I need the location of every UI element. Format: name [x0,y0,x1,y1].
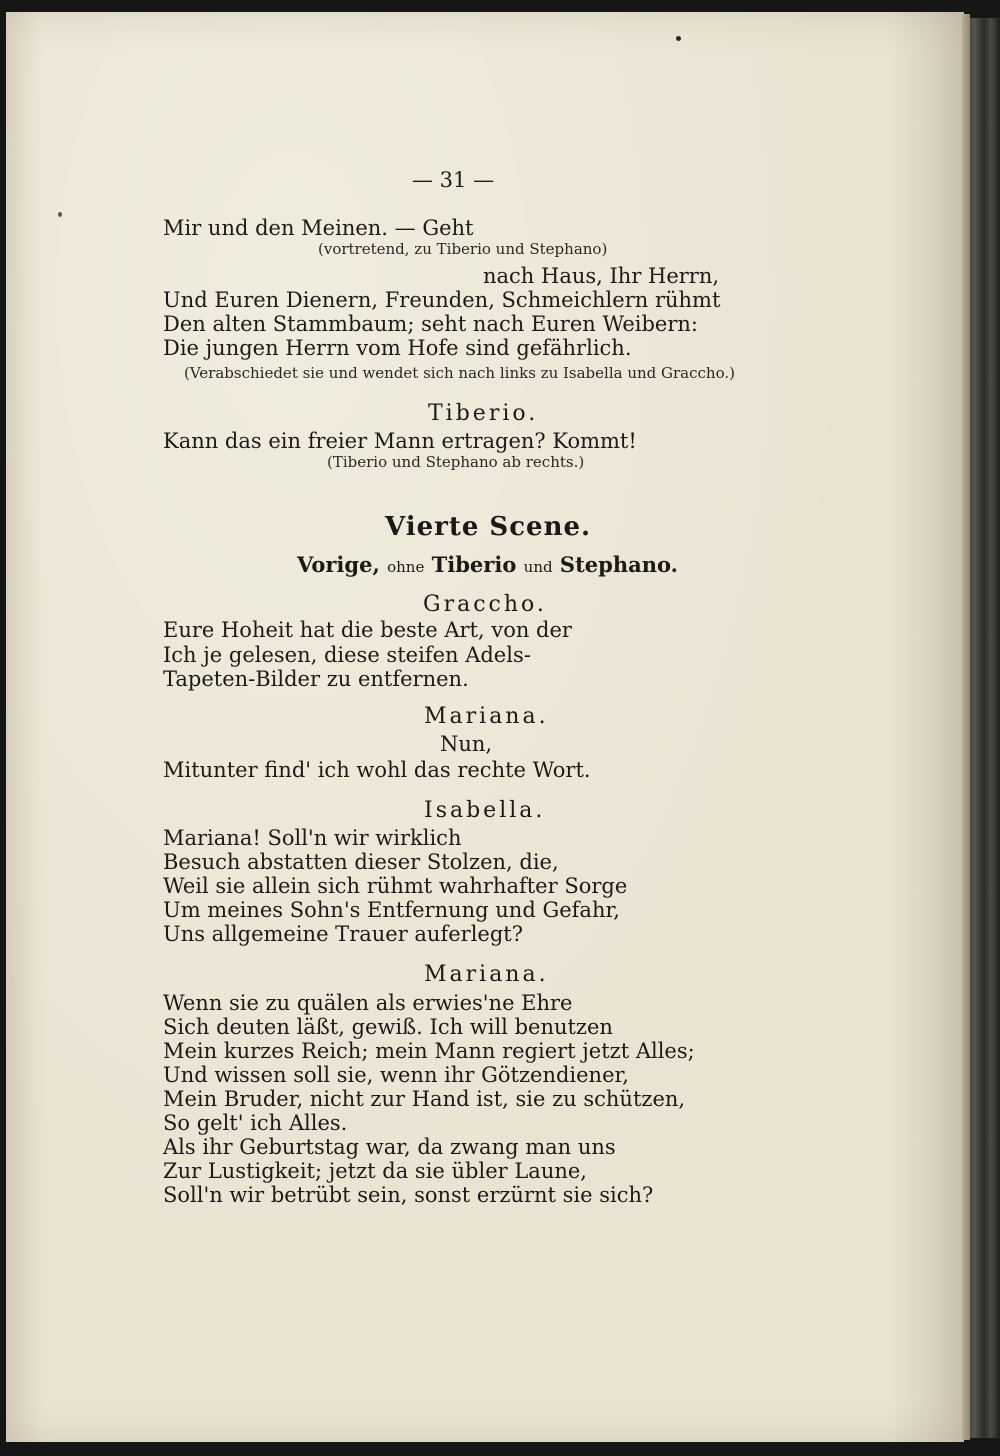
speaker-name: Mariana. [424,962,549,987]
verse-line: Und Euren Dienern, Freunden, Schmeichlern rühmt [163,288,721,312]
verse-line: Und wissen soll sie, wenn ihr Götzendiener, [163,1063,629,1087]
verse-line: Eure Hoheit hat die beste Art, von der [163,618,572,642]
scene-sub-part: Tiberio [431,552,517,577]
page-edge-strip [962,14,970,1440]
verse-line: Mariana! Soll'n wir wirklich [163,826,462,850]
verse-line: Mein Bruder, nicht zur Hand ist, sie zu schützen, [163,1087,686,1111]
stage-direction: (Tiberio und Stephano ab rechts.) [327,453,585,471]
scene-heading: Vierte Scene. [385,512,592,542]
stage-direction: (vortretend, zu Tiberio und Stephano) [318,240,608,258]
verse-line: Mir und den Meinen. — Geht [163,216,474,240]
verse-line: Besuch abstatten dieser Stolzen, die, [163,850,559,874]
verse-line: Die jungen Herrn vom Hofe sind gefährlich. [163,336,632,360]
verse-line: Soll'n wir betrübt sein, sonst erzürnt sie sich? [163,1183,654,1207]
verse-line: Ich je gelesen, diese steifen Adels- [163,643,531,667]
scene-sub-part: Stephano. [559,552,678,577]
verse-line: Mein kurzes Reich; mein Mann regiert jetzt Alles; [163,1039,695,1063]
verse-line: Weil sie allein sich rühmt wahrhafter Sorge [163,874,628,898]
verse-line: Zur Lustigkeit; jetzt da sie übler Laune, [163,1159,587,1183]
verse-line: Uns allgemeine Trauer auferlegt? [163,922,523,946]
verse-line: Sich deuten läßt, gewiß. Ich will benutzen [163,1015,613,1039]
scene-subheading [297,554,678,575]
verse-line: Um meines Sohn's Entfernung und Gefahr, [163,898,620,922]
verse-line: nach Haus, Ihr Herrn, [483,264,720,288]
verse-line: Als ihr Geburtstag war, da zwang man uns [163,1135,616,1159]
verse-line: So gelt' ich Alles. [163,1111,348,1135]
verse-line: Nun, [440,732,493,756]
page-number: — 31 — [412,168,495,192]
scene-sub-part: Vorige, [297,552,380,577]
scene-sub-part: und [523,558,553,576]
speaker-name: Graccho. [423,592,547,617]
speaker-name: Mariana. [424,704,549,729]
paper-speck [58,212,62,217]
scene-sub-part: ohne [387,558,425,576]
verse-line: Tapeten-Bilder zu entfernen. [163,667,469,691]
speaker-name: Tiberio. [428,401,539,426]
verse-line: Wenn sie zu quälen als erwies'ne Ehre [163,991,573,1015]
verse-line: Kann das ein freier Mann ertragen? Kommt! [163,429,637,453]
verse-line: Den alten Stammbaum; seht nach Euren Weibern: [163,312,698,336]
stage-direction: (Verabschiedet sie und wendet sich nach links zu Isabella und Graccho.) [184,364,735,382]
speaker-name: Isabella. [424,798,546,823]
ink-dot [676,36,681,41]
verse-line: Mitunter find' ich wohl das rechte Wort. [163,758,591,782]
